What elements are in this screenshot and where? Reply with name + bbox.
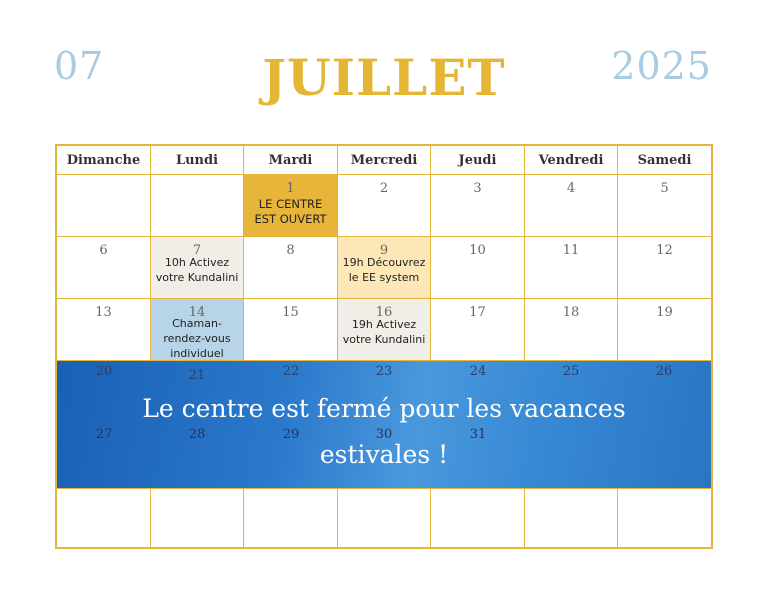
weekday-header: Jeudi <box>431 146 525 175</box>
day-cell[interactable] <box>618 175 711 237</box>
day-cell[interactable] <box>57 299 151 361</box>
weekday-header: Dimanche <box>57 146 151 175</box>
day-number: 7 <box>192 243 202 258</box>
day-cell[interactable] <box>244 175 338 237</box>
day-cell[interactable] <box>338 299 431 361</box>
weekday-header: Vendredi <box>525 146 618 175</box>
day-cell[interactable] <box>244 237 338 299</box>
day-number: 10 <box>469 243 486 258</box>
weekday-header: Mardi <box>244 146 338 175</box>
day-cell[interactable] <box>338 488 431 547</box>
event-label: 19h Activez votre Kundalini <box>342 318 426 346</box>
month-title: JUILLET <box>262 48 506 107</box>
day-cell[interactable] <box>151 488 244 547</box>
banner-day-number: 31 <box>469 427 487 442</box>
day-cell[interactable] <box>244 488 338 547</box>
day-number: 15 <box>282 305 299 320</box>
day-cell[interactable] <box>618 237 711 299</box>
banner-day-number: 26 <box>655 364 673 379</box>
banner-day-number: 24 <box>469 364 487 379</box>
day-cell[interactable] <box>57 237 151 299</box>
event-label: Chaman-rendez-vous individuel <box>163 317 231 360</box>
day-number: 12 <box>656 243 673 258</box>
banner-day-number: 20 <box>95 364 113 379</box>
day-cell[interactable] <box>618 488 711 547</box>
day-number: 14 <box>188 305 206 320</box>
banner-day-number: 28 <box>188 427 206 442</box>
day-cell[interactable] <box>525 299 618 361</box>
day-cell[interactable] <box>431 237 525 299</box>
banner-day-number: 22 <box>282 364 300 379</box>
banner-day-number: 25 <box>562 364 580 379</box>
day-number: 11 <box>562 243 580 258</box>
weekday-header: Lundi <box>151 146 244 175</box>
day-cell[interactable] <box>244 299 338 361</box>
day-cell[interactable] <box>618 299 711 361</box>
calendar-cells <box>57 146 711 547</box>
day-number: 4 <box>566 181 576 196</box>
day-cell[interactable] <box>525 488 618 547</box>
day-cell[interactable] <box>57 488 151 547</box>
day-cell[interactable] <box>431 488 525 547</box>
banner-day-number: 29 <box>282 427 300 442</box>
event-label: 10h Activez votre Kundalini <box>155 256 239 284</box>
day-cell[interactable] <box>151 175 244 237</box>
weekday-header: Samedi <box>618 146 711 175</box>
day-number: 17 <box>469 305 486 320</box>
weekday-header: Mercredi <box>338 146 431 175</box>
day-number: 3 <box>473 181 482 196</box>
banner-message-line2: estivales ! <box>319 440 449 469</box>
banner-message-line1: Le centre est fermé pour les vacances <box>142 394 626 423</box>
day-cell[interactable] <box>525 237 618 299</box>
event-label: LE CENTRE EST OUVERT <box>254 197 327 226</box>
year: 2025 <box>611 44 712 88</box>
day-number: 2 <box>379 181 389 196</box>
day-number: 18 <box>562 305 580 320</box>
month-number: 07 <box>54 44 105 88</box>
day-cell[interactable] <box>525 175 618 237</box>
day-number: 5 <box>660 181 669 196</box>
day-number: 8 <box>286 243 295 258</box>
calendar-grid <box>55 144 713 549</box>
banner-day-number: 21 <box>188 368 206 383</box>
banner-day-number: 27 <box>95 427 113 442</box>
day-number: 19 <box>656 305 673 320</box>
day-number: 1 <box>286 181 295 196</box>
day-number: 13 <box>95 305 112 320</box>
day-cell[interactable] <box>338 175 431 237</box>
day-cell[interactable] <box>151 299 244 361</box>
day-cell[interactable] <box>57 175 151 237</box>
day-number: 9 <box>379 243 389 258</box>
event-label: 19h Découvrez le EE system <box>342 256 426 284</box>
day-cell[interactable] <box>338 237 431 299</box>
day-number: 16 <box>375 305 393 320</box>
day-cell[interactable] <box>431 299 525 361</box>
day-cell[interactable] <box>431 175 525 237</box>
banner-day-number: 30 <box>375 427 393 442</box>
day-number: 6 <box>99 243 108 258</box>
banner-day-number: 23 <box>375 364 393 379</box>
day-cell[interactable] <box>151 237 244 299</box>
closure-banner <box>57 361 711 488</box>
